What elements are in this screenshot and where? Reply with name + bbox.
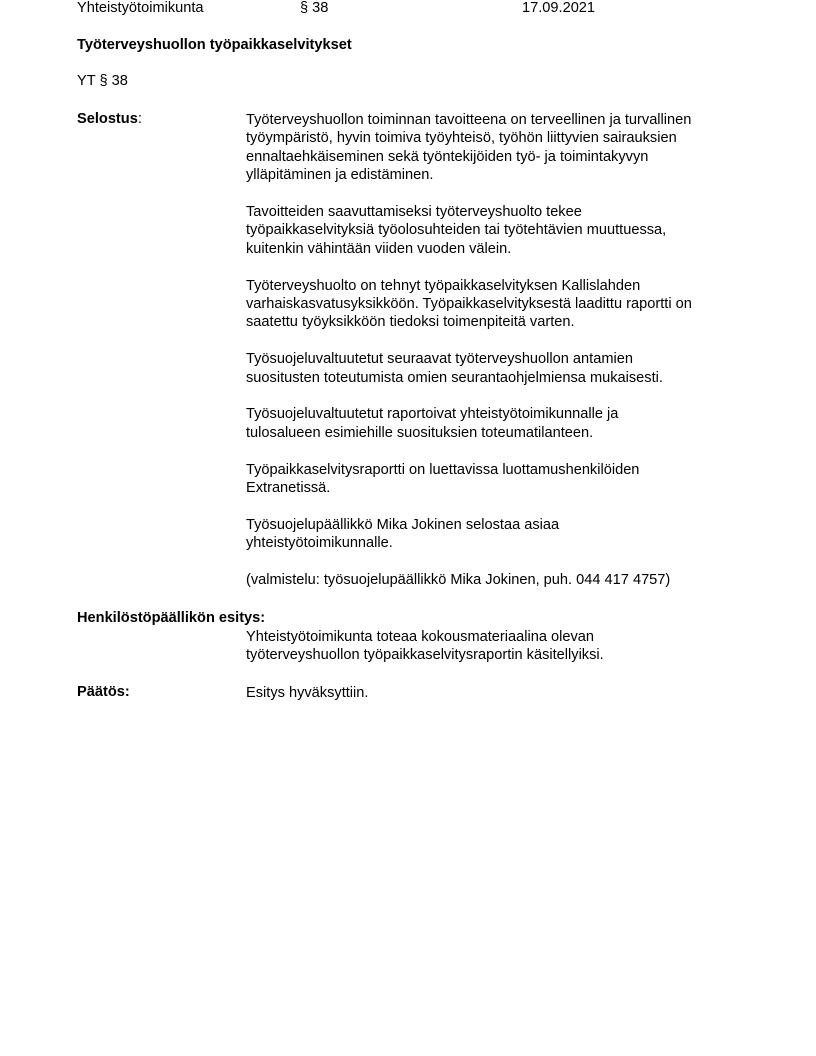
- esitys-paragraph: [246, 628, 746, 665]
- paragraph-line: Yhteistyötoimikunta toteaa kokousmateriaalina olevan: [246, 629, 595, 645]
- header-section: § 38: [300, 0, 329, 16]
- paragraph-line: Työpaikkaselvitysraportti on luettavissa luottamushenkilöiden: [246, 461, 640, 478]
- selostus-paragraph: [246, 516, 746, 553]
- paragraph-line: yhteistyötoimikunnalle.: [246, 535, 393, 552]
- selostus-label-colon: :: [137, 111, 142, 127]
- selostus-label-text: Selostus: [77, 111, 138, 127]
- paragraph-line: suositusten toteutumista omien seurantaohjelmiensa mukaisesti.: [246, 369, 663, 386]
- paragraph-line: ennaltaehkäiseminen sekä työntekijöiden työ- ja toimintakyvyn: [246, 148, 649, 165]
- selostus-paragraph: [246, 461, 746, 498]
- document-reference: YT § 38: [77, 73, 128, 89]
- header-date: 17.09.2021: [522, 0, 596, 16]
- selostus-paragraph: [246, 405, 746, 442]
- paatos-body: [246, 684, 746, 702]
- selostus-body: [246, 111, 746, 589]
- paragraph-line: varhaiskasvatusyksikköön. Työpaikkaselvityksestä laadittu raportti on: [246, 296, 692, 313]
- paragraph-line: Työsuojeluvaltuutetut seuraavat työterveyshuollon antamien: [246, 351, 633, 368]
- esitys-body: [246, 628, 746, 665]
- paatos-label: Päätös:: [77, 684, 130, 700]
- paragraph-line: kuitenkin vähintään viiden vuoden välein.: [246, 240, 512, 257]
- paragraph-line: työterveyshuollon työpaikkaselvitysraportin käsitellyiksi.: [246, 647, 604, 664]
- paragraph-line: (valmistelu: työsuojelupäällikkö Mika Jokinen, puh. 044 417 4757): [246, 572, 671, 589]
- document-title: Työterveyshuollon työpaikkaselvitykset: [77, 37, 352, 53]
- paragraph-line: Tavoitteiden saavuttamiseksi työterveyshuolto tekee: [246, 204, 582, 221]
- esitys-label: Henkilöstöpäällikön esitys:: [77, 610, 266, 626]
- paragraph-line: ylläpitäminen ja edistäminen.: [246, 167, 434, 184]
- paatos-text: Esitys hyväksyttiin.: [246, 685, 369, 701]
- paragraph-line: saatettu työyksikköön tiedoksi toimenpiteitä varten.: [246, 314, 575, 331]
- paragraph-line: Työsuojelupäällikkö Mika Jokinen selostaa asiaa: [246, 516, 560, 533]
- header-organization: Yhteistyötoimikunta: [77, 0, 204, 16]
- selostus-paragraph: [246, 203, 746, 258]
- paragraph-line: työpaikkaselvityksiä työolosuhteiden tai työtehtävien muuttuessa,: [246, 222, 667, 239]
- paragraph-line: tulosalueen esimiehille suosituksien toteumatilanteen.: [246, 424, 594, 441]
- selostus-label: [77, 111, 142, 127]
- paragraph-line: Extranetissä.: [246, 480, 331, 497]
- selostus-paragraph: [246, 111, 746, 185]
- selostus-paragraph: [246, 277, 746, 332]
- paragraph-line: Työterveyshuollon toiminnan tavoitteena on terveellinen ja turvallinen: [246, 112, 692, 128]
- paragraph-line: Työsuojeluvaltuutetut raportoivat yhteistyötoimikunnalle ja: [246, 406, 619, 423]
- paragraph-line: Työterveyshuolto on tehnyt työpaikkaselvityksen Kallislahden: [246, 277, 641, 294]
- selostus-paragraph: [246, 571, 746, 589]
- selostus-paragraph: [246, 350, 746, 387]
- paragraph-line: työympäristö, hyvin toimiva työyhteisö, työhön liittyvien sairauksien: [246, 130, 677, 147]
